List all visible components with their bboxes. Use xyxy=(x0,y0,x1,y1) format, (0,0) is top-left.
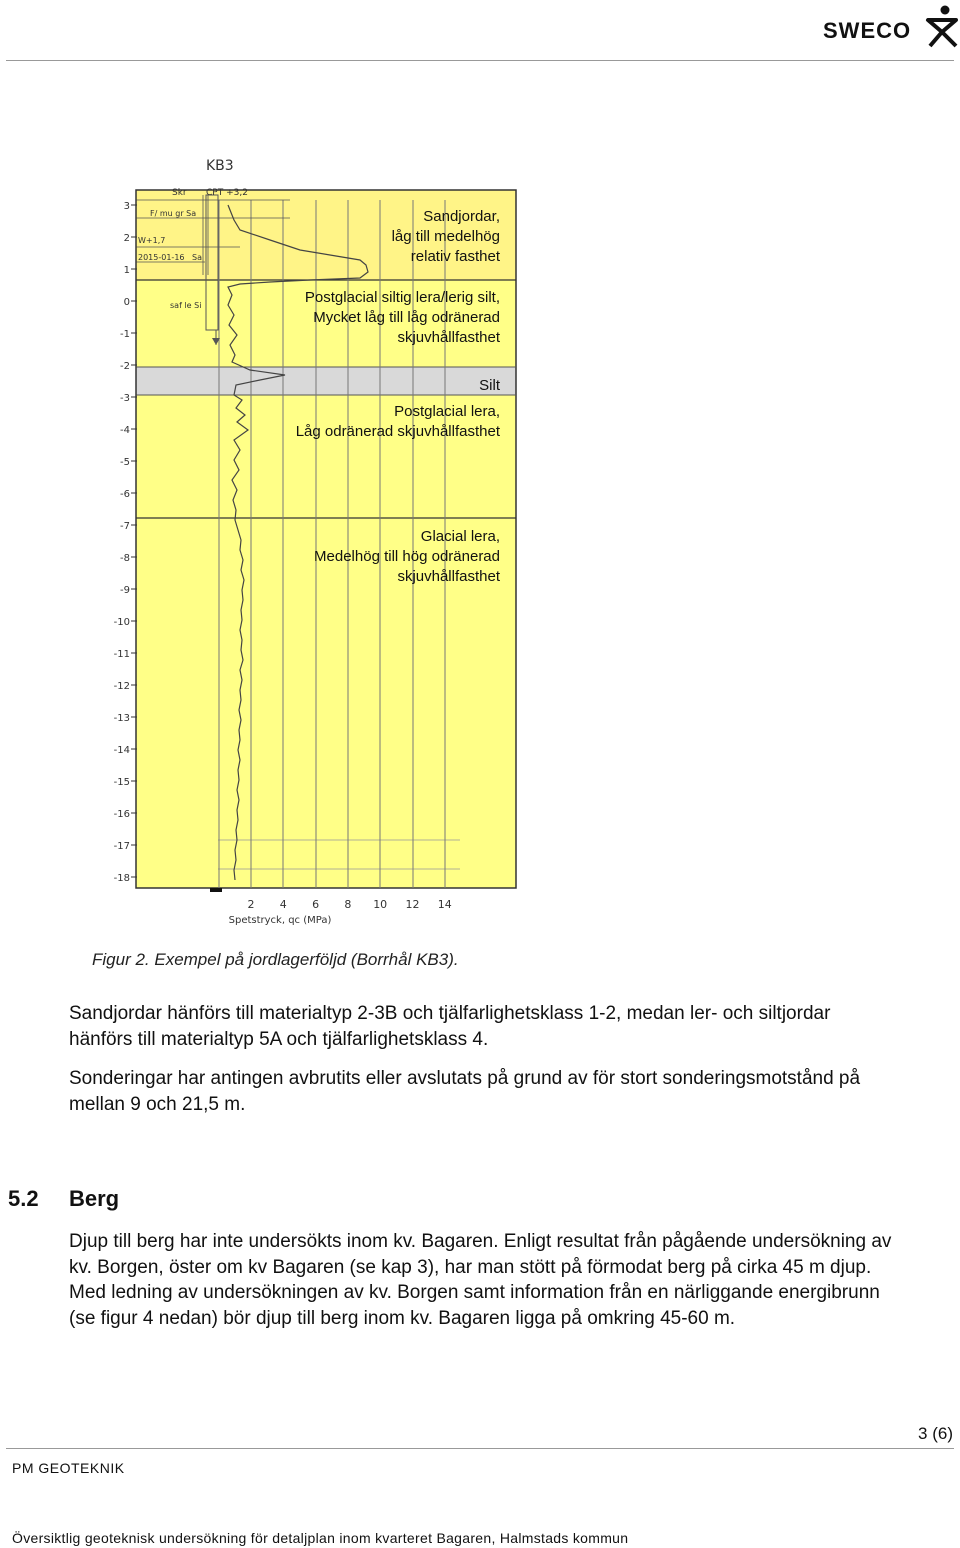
sa-le-note: saf le Si xyxy=(170,301,202,310)
x-tick-labels xyxy=(248,898,452,911)
borehole-id: KB3 xyxy=(206,158,234,174)
layer-label-silt: Silt xyxy=(479,377,500,394)
x-tick-label: 12 xyxy=(405,898,420,911)
depth-tick-label: -1 xyxy=(120,329,130,340)
paragraph-sonderingar: Sonderingar har antingen avbrutits eller avslutats på grund av för stort sonderingsmotstånd på mellan 9 och 21,5 m. xyxy=(69,1068,861,1115)
x-tick-label: 4 xyxy=(279,898,287,911)
soil-note: F/ mu gr Sa xyxy=(150,209,197,218)
header-divider xyxy=(6,60,954,61)
depth-tick-label: -8 xyxy=(120,553,130,564)
logo-wordmark: SWECO xyxy=(823,18,912,43)
paragraph-berg: Djup till berg har inte undersökts inom kv. Bagaren. Enligt resultat från pågående undersökning av kv. Borgen, öster om kv Bagaren (se kap 3), har man stött på förmodat berg på cirka 45 m djup. Med ledning av undersökningen av kv. Borgen samt information från en närliggande energibrunn (se figur 4 nedan) bör djup till berg inom kv. Bagaren ligga på omkring 45-60 m. xyxy=(69,1231,892,1329)
sweco-figure-icon xyxy=(924,4,960,48)
sa-note: Sa xyxy=(192,253,202,262)
depth-tick-label: 2 xyxy=(123,233,130,244)
date-note: 2015-01-16 xyxy=(138,253,185,262)
depth-tick-label: -10 xyxy=(113,617,130,628)
depth-tick-label: -15 xyxy=(113,777,130,788)
layer-label-glacial-clay: Glacial lera, Medelhög till hög odränerad skjuvhållfasthet xyxy=(314,528,500,585)
depth-tick-label: -16 xyxy=(113,809,130,820)
column-label-cpt: CPT +3,2 xyxy=(206,188,248,198)
depth-tick-label: -9 xyxy=(120,585,130,596)
x-tick-label: 6 xyxy=(312,898,320,911)
page-number: 3 (6) xyxy=(918,1424,953,1443)
depth-tick-label: -7 xyxy=(120,521,130,532)
x-tick-label: 10 xyxy=(373,898,388,911)
depth-tick-label: -3 xyxy=(120,393,130,404)
x-tick-label: 8 xyxy=(344,898,352,911)
depth-tick-label: -13 xyxy=(113,713,130,724)
figure-caption: Figur 2. Exempel på jordlagerföljd (Borrhål KB3). xyxy=(92,950,459,969)
layer-label-sand: Sandjordar, låg till medelhög relativ fasthet xyxy=(391,208,500,265)
depth-tick-label: -4 xyxy=(120,425,130,436)
section-number: 5.2 xyxy=(8,1186,39,1211)
depth-tick-label: -17 xyxy=(113,841,130,852)
depth-tick-label: -12 xyxy=(113,681,130,692)
depth-tick-label: -5 xyxy=(120,457,130,468)
borehole-figure xyxy=(110,150,530,940)
column-label-skr: Skr xyxy=(172,188,187,198)
layer-label-silt-clay: Postglacial siltig lera/lerig silt, Mycket låg till låg odränerad skjuvhållfasthet xyxy=(304,289,500,346)
depth-tick-label: -6 xyxy=(120,489,130,500)
footer-document-title: Översiktlig geoteknisk undersökning för detaljplan inom kvarteret Bagaren, Halmstads kommun xyxy=(12,1530,629,1546)
x-axis-label: Spetstryck, qc (MPa) xyxy=(228,915,332,926)
depth-tick-label: -11 xyxy=(113,649,130,660)
depth-tick-label: -2 xyxy=(120,361,130,372)
depth-tick-label: -18 xyxy=(113,873,130,884)
water-note: W+1,7 xyxy=(138,236,166,245)
layer-silt-fill xyxy=(136,367,516,395)
depth-tick-labels xyxy=(114,201,130,884)
depth-tick-label: 3 xyxy=(123,201,130,212)
depth-tick-label: 0 xyxy=(123,297,130,308)
x-tick-label: 14 xyxy=(437,898,452,911)
footer-divider xyxy=(6,1448,954,1449)
paragraph-materialtyp: Sandjordar hänförs till materialtyp 2-3B och tjälfarlighetsklass 1-2, medan ler- och siltjordar hänförs till materialtyp 5A och tjälfarlighetsklass 4. xyxy=(69,1003,831,1050)
depth-tick-label: 1 xyxy=(123,265,130,276)
section-title: Berg xyxy=(69,1186,120,1211)
sweco-logo xyxy=(820,4,960,50)
footer-department: PM GEOTEKNIK xyxy=(12,1460,125,1476)
depth-tick-label: -14 xyxy=(113,745,130,756)
section-heading xyxy=(8,1186,119,1212)
layer-label-postglacial-clay: Postglacial lera, Låg odränerad skjuvhållfasthet xyxy=(295,403,500,440)
x-tick-label: 2 xyxy=(247,898,255,911)
